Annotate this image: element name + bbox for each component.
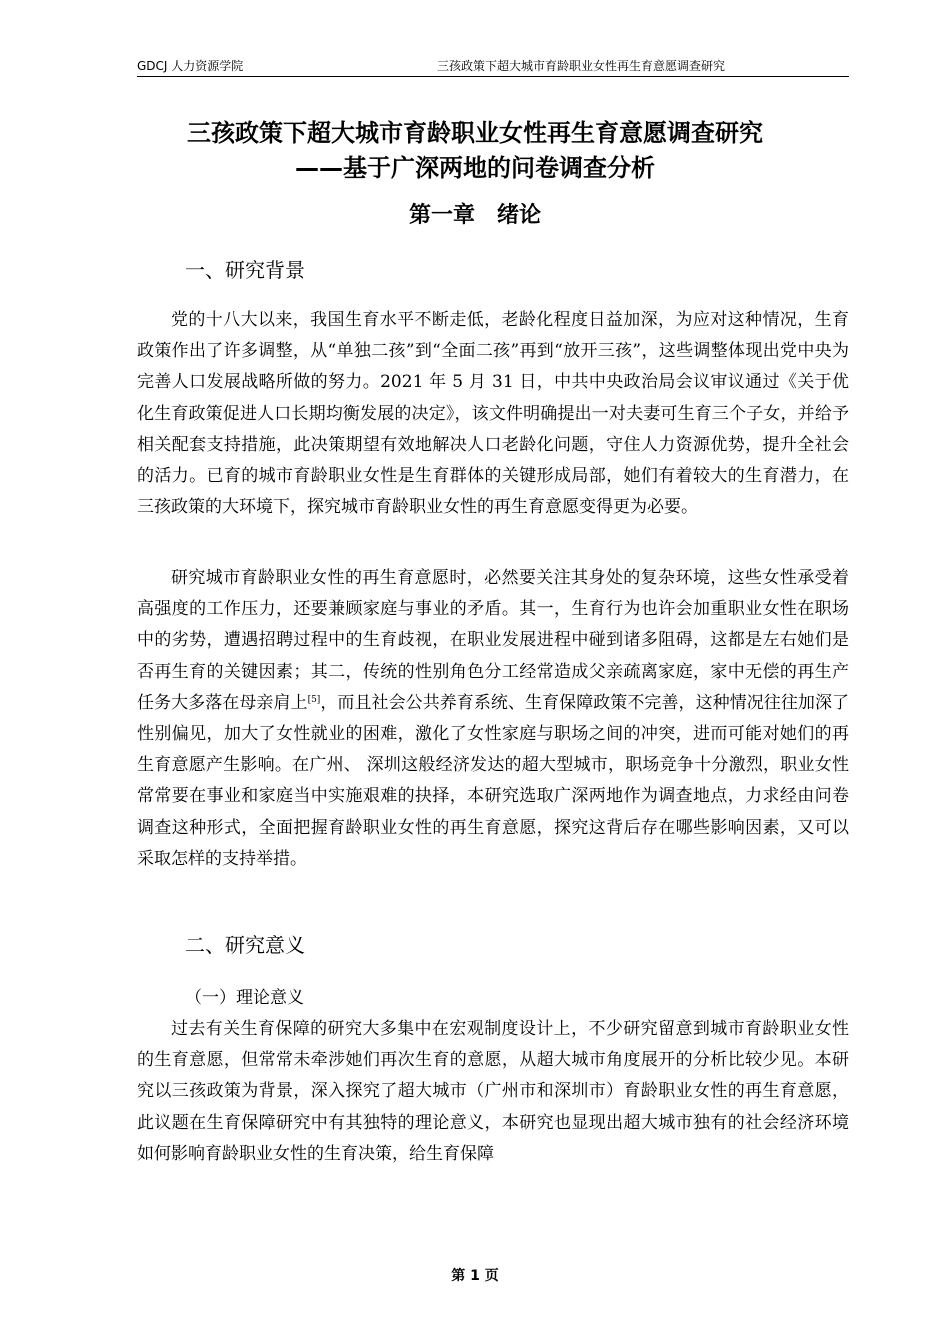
citation-reference: [5] (307, 694, 321, 705)
page-header (137, 58, 849, 77)
subsection-heading-theory: （一）理论意义 (185, 988, 304, 1008)
section-heading-significance: 二、研究意义 (185, 933, 305, 957)
header-institution: GDCJ 人力资源学院 (137, 59, 244, 73)
section-heading-background: 一、研究背景 (185, 258, 305, 282)
header-running-title: 三孩政策下超大城市育龄职业女性再生育意愿调查研究 (437, 59, 726, 73)
page-number: 第 1 页 (451, 1268, 499, 1284)
document-title: 三孩政策下超大城市育龄职业女性再生育意愿调查研究 (187, 119, 763, 147)
paragraph-background-2 (137, 563, 849, 875)
paragraph-background-1: 党的十八大以来，我国生育水平不断走低，老龄化程度日益加深，为应对这种情况，生育政策作出了许多调整，从“单独二孩”到“全面二孩”再到“放开三孩”，这些调整体现出党中央为完善人口发展战略所做的努力。2021 年 5 月 31 日，中共中央政治局会议审议通过《关于优化生育政策促进人口长期均衡发展的决定》，该文件明确提出一对夫妻可生育三个子女，并给予相关配套支持措施，此决策期望有效地解决人口老龄化问题，守住人力资源优势，提升全社会的活力。已育的城市育龄职业女性是生育群体的关键形成局部，她们有着较大的生育潜力，在三孩政策的大环境下，探究城市育龄职业女性的再生育意愿变得更为必要。 (137, 310, 849, 518)
paragraph-text: 研究城市育龄职业女性的再生育意愿时，必然要关注其身处的复杂环境，这些女性承受着高强度的工作压力，还要兼顾家庭与事业的矛盾。其一，生育行为也许会加重职业女性在职场中的劣势，遭遇招聘过程中的生育歧视，在职业发展进程中碰到诸多阻碍，这都是左右她们是否再生育的关键因素；其二，传统的性别角色分工经常造成父亲疏离家庭，家中无偿的再生产任务大多落在母亲肩上 (137, 568, 849, 713)
chapter-heading: 第一章 绪论 (408, 203, 541, 228)
document-subtitle: ——基于广深两地的问卷调查分析 (295, 154, 655, 182)
paragraph-text: ，而且社会公共养育系统、生育保障政策不完善，这种情况往往加深了性别偏见，加大了女性就业的困难，激化了女性家庭与职场之间的冲突，进而可能对她们的再生育意愿产生影响。在广州、 深圳这般经济发达的超大型城市，职场竞争十分激烈，职业女性常常要在事业和家庭当中实施艰难的抉择，本研究选取广深两地作为调查地点，力求经由问卷调查这种形式，全面把握育龄职业女性的再生育意愿，探究这背后存在哪些影响因素，又可以采取怎样的支持举措。 (137, 692, 850, 869)
paragraph-theory-1: 过去有关生育保障的研究大多集中在宏观制度设计上，不少研究留意到城市育龄职业女性的生育意愿，但常常未牵涉她们再次生育的意愿，从超大城市角度展开的分析比较少见。本研究以三孩政策为背景，深入探究了超大城市（广州市和深圳市）育龄职业女性的再生育意愿，此议题在生育保障研究中有其独特的理论意义，本研究也显现出超大城市独有的社会经济环境如何影响育龄职业女性的生育决策，给生育保障 (137, 1019, 849, 1164)
